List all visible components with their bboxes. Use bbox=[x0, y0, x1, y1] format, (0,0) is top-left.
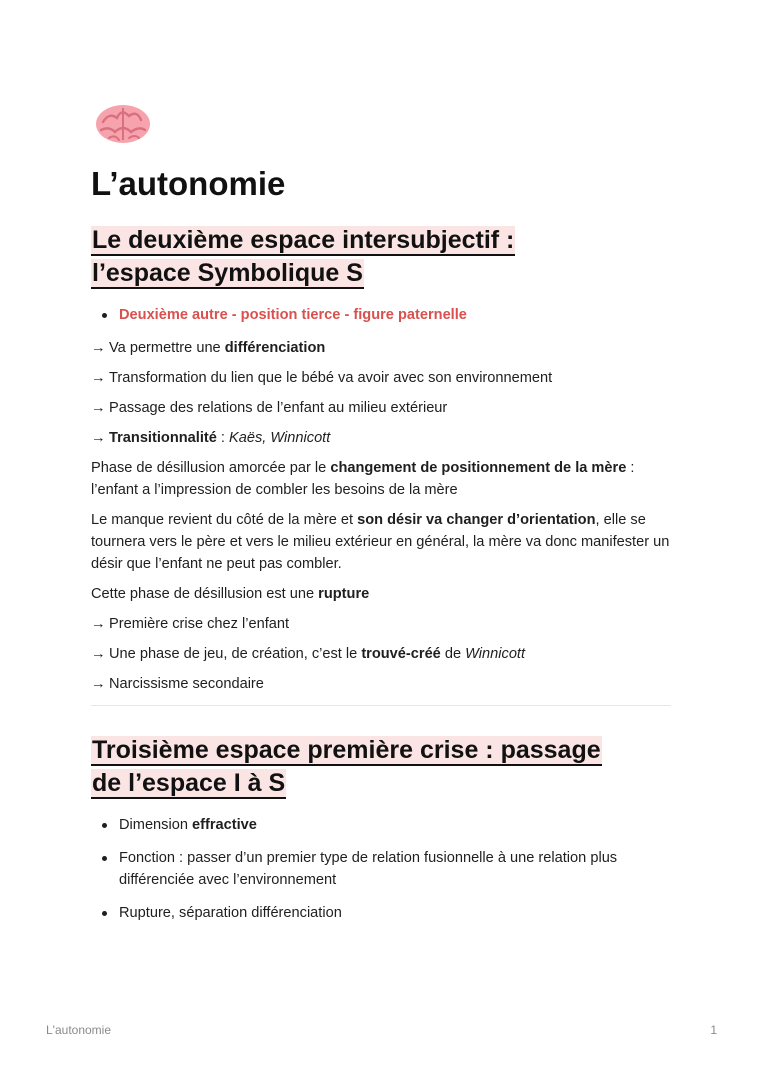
arrow-icon: → bbox=[91, 400, 106, 416]
paragraph: Le manque revient du côté de la mère et son désir va changer d’orientation, elle se tournera vers le père et vers le milieu extérieur en général, la mère va donc manifester un désir que l’enfant ne peut pas combler. bbox=[91, 512, 670, 572]
bullet-list-1 bbox=[91, 304, 671, 326]
arrow-line: → Transformation du lien que le bébé va avoir avec son environnement bbox=[91, 367, 671, 389]
arrow-line: → Passage des relations de l’enfant au milieu extérieur bbox=[91, 397, 671, 419]
section-heading-2: Troisième espace première crise : passage de l’espace I à S bbox=[92, 736, 601, 797]
bullet-list-2 bbox=[91, 814, 671, 924]
page-number: 1 bbox=[710, 1023, 717, 1037]
section-heading-1: Le deuxième espace intersubjectif : l’espace Symbolique S bbox=[92, 226, 515, 287]
paragraph: Phase de désillusion amorcée par le changement de positionnement de la mère : l’enfant a l’impression de combler les besoins de la mère bbox=[91, 460, 635, 498]
list-item: Fonction : passer d’un premier type de relation fusionnelle à une relation plus différenciée avec l’environnement bbox=[91, 847, 671, 891]
arrow-icon: → bbox=[91, 430, 106, 446]
list-item: Rupture, séparation différenciation bbox=[91, 902, 671, 924]
page-title: L’autonomie bbox=[91, 165, 286, 202]
arrow-line: → Une phase de jeu, de création, c’est le trouvé-créé de Winnicott bbox=[91, 643, 671, 665]
paragraph: Cette phase de désillusion est une rupture bbox=[91, 586, 370, 602]
arrow-line: → Narcissisme secondaire bbox=[91, 673, 671, 695]
arrow-icon: → bbox=[91, 616, 106, 632]
document-page bbox=[91, 100, 671, 935]
arrow-line: → Va permettre une différenciation bbox=[91, 337, 671, 359]
arrow-icon: → bbox=[91, 646, 106, 662]
brain-icon bbox=[93, 100, 153, 148]
divider bbox=[91, 705, 671, 706]
arrow-line: → Transitionnalité : Kaës, Winnicott bbox=[91, 427, 671, 449]
arrow-icon: → bbox=[91, 676, 106, 692]
list-item-red: Deuxième autre - position tierce - figure paternelle bbox=[91, 304, 671, 326]
list-item: Dimension effractive bbox=[91, 814, 671, 836]
arrow-icon: → bbox=[91, 340, 106, 356]
footer-title: L'autonomie bbox=[46, 1023, 112, 1037]
arrow-line: → Première crise chez l’enfant bbox=[91, 613, 671, 635]
arrow-icon: → bbox=[91, 370, 106, 386]
